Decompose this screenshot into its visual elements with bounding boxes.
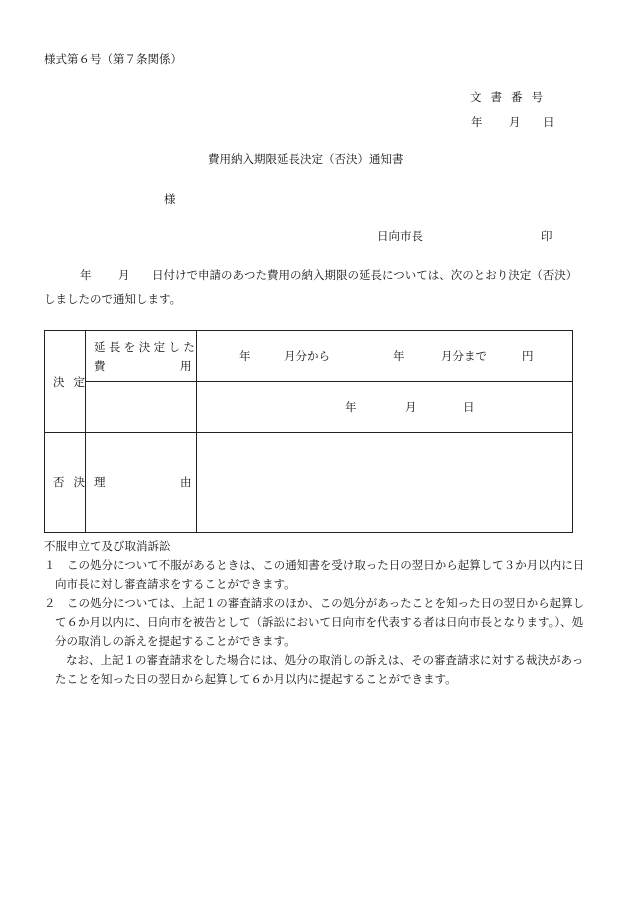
addressee-suffix: 様 bbox=[164, 192, 176, 206]
rejection-cell bbox=[45, 433, 94, 533]
extended-fee-label-cell bbox=[86, 331, 197, 382]
amount-to-year: 年 bbox=[393, 349, 405, 363]
rejection-label: 否決 bbox=[53, 475, 94, 489]
decision-date-year: 年 bbox=[345, 400, 357, 414]
date-month-label: 月 bbox=[509, 115, 521, 129]
decision-table bbox=[44, 330, 573, 533]
body-year: 年 bbox=[80, 268, 92, 282]
extended-fee-label-fee-a: 費 bbox=[94, 359, 106, 373]
reason-label-b: 由 bbox=[180, 475, 192, 489]
note-2-line-2: て６か月以内に、日向市を被告として（訴訟において日向市を代表する者は日向市長となります。）、処 bbox=[55, 615, 584, 629]
extended-fee-label-line-1: 延長を決定した bbox=[94, 340, 199, 354]
note-2-line-1: ２ この処分については、上記１の審査請求のほか、この処分があったことを知った日の翌日から起算し bbox=[44, 596, 585, 610]
reason-label-a: 理 bbox=[94, 475, 106, 489]
amount-from-month: 月分から bbox=[284, 349, 330, 363]
decision-cell bbox=[45, 331, 94, 433]
date-day-label: 日 bbox=[543, 115, 555, 129]
note-1-line-1: １ この処分について不服があるときは、この通知書を受け取った日の翌日から起算して３か月以内に日 bbox=[44, 558, 585, 572]
notes-heading: 不服申立て及び取消訴訟 bbox=[44, 539, 171, 553]
note-2-line-4: なお、上記１の審査請求をした場合には、処分の取消しの訴えは、その審査請求に対する裁決があっ bbox=[66, 653, 584, 667]
document-title: 費用納入期限延長決定（否決）通知書 bbox=[208, 152, 404, 166]
form-number: 様式第６号（第７条関係） bbox=[44, 52, 182, 66]
body-month: 月 bbox=[118, 268, 130, 282]
appeal-notes bbox=[44, 537, 584, 689]
seal-mark: 印 bbox=[541, 229, 553, 243]
note-2-line-5: たことを知った日の翌日から起算して６か月以内に提起することができます。 bbox=[55, 672, 457, 686]
body-line-2: しましたので通知します。 bbox=[44, 292, 182, 306]
date-year-label: 年 bbox=[471, 115, 483, 129]
note-2-line-3: 分の取消しの訴えを提起することができます。 bbox=[55, 634, 296, 648]
body-line-1: 日付けで申請のあつた費用の納入期限の延長については、次のとおり決定（否決） bbox=[152, 268, 578, 282]
decision-date-day: 日 bbox=[463, 400, 475, 414]
reason-label-cell bbox=[86, 433, 197, 533]
decision-blank-cell bbox=[86, 382, 197, 433]
amount-to-month: 月分まで bbox=[441, 349, 487, 363]
amount-from-year: 年 bbox=[239, 349, 251, 363]
decision-date-cell bbox=[197, 382, 573, 433]
reason-value-cell bbox=[197, 433, 573, 533]
extended-fee-label-fee-b: 用 bbox=[180, 359, 192, 373]
decision-label: 決定 bbox=[53, 374, 94, 389]
document-number-label: 文書番号 bbox=[470, 90, 552, 104]
decision-date-month: 月 bbox=[405, 400, 417, 414]
issuer-name: 日向市長 bbox=[377, 229, 423, 243]
amount-yen: 円 bbox=[522, 349, 534, 363]
note-1-line-2: 向市長に対し審査請求をすることができます。 bbox=[55, 577, 296, 591]
extended-fee-amount-cell bbox=[197, 331, 573, 382]
